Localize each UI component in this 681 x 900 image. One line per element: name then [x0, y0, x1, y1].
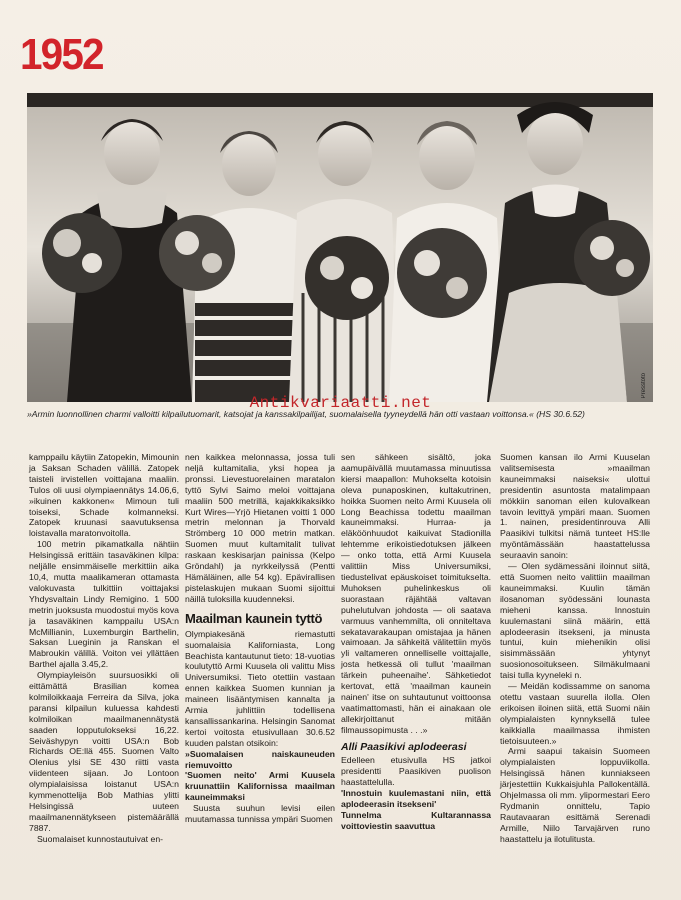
photo-five-women: [27, 93, 653, 402]
photo-caption: »Armin luonnollinen charmi valloitti kilpailutuomarit, katsojat ja kanssakilpailijat, suomalaisella tyyneydellä hän otti vastaan voittonsa.« (HS 30.6.52): [27, 409, 585, 419]
bold-headline-quote: 'Innostuin kuulemastani niin, että aplodeerasin itsekseni': [341, 788, 491, 810]
paragraph: — Meidän kodissamme on sanoma otettu vastaan suurella ilolla. Olen erikoisen iloinen siitä, että Suomi näin olympialaisten kynnyksellä tulee kaikkialla maailmassa ihmisten tietoisuuteen.»: [500, 681, 650, 746]
paragraph: 100 metrin pikamatkalla nähtiin Helsingissä erittäin tasaväkinen kilpa: neljälle ensimmäiselle merkittiin aika 10,4, mutta maalikameran ottamasta valokuvasta tulkittiin voittajaksi Yhdysvaltain Lindy Remigino. 1 500 metrin juoksusta muodostui myös kova ja tasaväkinen kamppailu USA:n McMillianin, Luxemburgin Barthelin, Saksan Lueginin ja Ranskan el Mabroukin välillä. Voiton vei yllättäen Barthel ajalla 3.45,2.: [29, 539, 179, 670]
paragraph: — Olen sydämessäni iloinnut siitä, että Suomen neito valittiin maailman kauneimmaksi. Kuulin tämän ilosanoman syödessäni lounasta mieheni kanssa. Innostuin kuulemastani siinä määrin, että aplodeerasin itsekseni, ja minusta tuntui, kuin miehenikin olisi sisimmässään yhtynyt suosionosoitukseen. Silmäkulmaani taisi tulla kyyneleki n.: [500, 561, 650, 681]
text-column-2: [185, 452, 335, 825]
bold-headline-quote: Tunnelma Kultarannassa voittoviestin saavuttua: [341, 810, 491, 831]
paragraph: Olympiakesänä riemastutti suomalaisia Kaliforniasta, Long Beachista kantautunut tieto: 18-vuotias koulutyttö Armi Kuusela oli valittu Miss Universumiksi. Tieto otettiin vastaan ennen kaikkea Suomen kunnian ja maineen lisääntymisen kannalta ja Armia juhlittiin todellisena kansallissankarina. Helsingin Sanomat kertoi voitosta etusivullaan 30.6.52 kuuden palstan otsikoin:: [185, 628, 335, 748]
text-column-4: [500, 452, 650, 845]
photo-illustration: [27, 93, 653, 402]
watermark-text: Antikvariaatti.net: [249, 394, 432, 412]
paragraph: kamppailu käytiin Zatopekin, Mimounin ja Saksan Schaden välillä. Zatopek taisteli irvistellen voittajana maaliin. Tulos oli uusi olympiaennätys 14.06,6, »ikuinen kakkonen« Mimoun tuli toiseksi, Schade kolmanneksi. Zatopek kruunasi saavutuksensa loistavalla maratonvoitolla.: [29, 452, 179, 539]
text-column-3: [341, 452, 491, 832]
bold-headline-quote: 'Suomen neito' Armi Kuusela kruunattiin Kalifornissa maailman kauneimmaksi: [185, 770, 335, 803]
paragraph: Suomen kansan ilo Armi Kuuselan valitsemisesta »maailman kauneimmaksi naiseksi« ulottui presidentin asuntosta matalimpaan mökkiin sanoman eilen kulovalkean tavoin levittyä ympäri maan. Suomen 1. nainen, presidentinrouva Alli Paasikivi tulkitsi nämä tunteet HS:lle myöntämässään haastattelussa seuraavin sanoin:: [500, 452, 650, 561]
paragraph: Suusta suuhun levisi eilen muutamassa tunnissa ympäri Suomen: [185, 803, 335, 825]
paragraph: nen kaikkea melonnassa, jossa tuli neljä kultamitalia, yksi hopea ja pronssi. Lievestuorelainen maratalon tyttö Sylvi Saimo meloi voittajana maaliin 500 metrillä, kajakkikaksikko Kurt Wires—Yrjö Hietanen voitti 1 000 metrin melonnan ja Thorvald Strömberg 10 000 metrin matkan. Suomen muut kultamitalit tulivat raskaan keskisarjan painissa (Kelpo Gröndahl) ja nyrkkeilyssä (Pentti Hämäläinen, alle 54 kg). Epävirallisen pistelaskujen mukaan Suomi sijoittui näillä tuloksilla kuudenneksi.: [185, 452, 335, 604]
paragraph: Olympiayleisön suursuosikki oli eittämättä Brasilian komea kolmiloikkaaja Ferreira da Silva, joka paransi kilpailun kuluessa kahdesti kolmiloikan maailmanennätystä saaden lopputulokseksi 16,22. Seiväshypyn voitti USA:n Bob Richards OE:llä 455. Suomen Valto Olenius ylsi SE 430 riitti vasta viidenteen sijaan. Jo Lontoon olympialaisissa loistanut USA:n kymmenottelija Bob Mathias ylitti Helsingissä uuteen maailmanennätykseen pistemäärällä 7887.: [29, 670, 179, 833]
year-heading: 1952: [20, 30, 103, 79]
bold-headline-quote: »Suomalaisen naiskauneuden riemuvoitto: [185, 748, 335, 770]
paragraph: Armi saapui takaisin Suomeen olympialaisten loppuviikolla. Helsingissä hänen kunniakseen järjestettiin Kukkaisjuhla Pallokentällä. Ohjelmassa oli mm. ylipormestari Eero Rydmanin onnittelu, Tapio Rautavaaran esittämä Serenadi Armille, Niilo Tarvajärven runo haastattelu ja ilotulitusta.: [500, 746, 650, 844]
section-heading: Maailman kaunein tyttö: [185, 610, 323, 626]
text-column-1: [29, 452, 179, 845]
subsection-heading: Alli Paasikivi aplodeerasi: [341, 740, 467, 753]
paragraph: Suomalaiset kunnostautuivat en-: [37, 833, 164, 844]
photo-credit: Presstoto: [641, 372, 647, 398]
paragraph: sen sähkeen sisältö, joka aamupäivällä muutamassa minuutissa kiersi maapallon: Muhokselta kotoisin oleva punaposkinen, kultakutrinen, hoikka Suomen neito Armi Kuusela oli Long Beachissa todettu maailman kauneimmaksi. Hurraa- ja eläköönhuudot kaikuivat Stadionilla lehtemme erikoistiedotuksen jälkeen — onko totta, että Armi Kuusela valittiin Miss Universumiksi, tiedustelivat epäuskoiset toimitukselta. Muhoksen puhelinkeskus oli suorastaan räjähtää valtavan puhelutulvan johdosta — oli saatava varmuus vanhemmilta, oli onniteltava sekatavarakaupan omistajaa ja hänen vaimoaan. Ja sähkeitä välitettiin myös yli valtameren onnelliselle voittajalle, josta hetkessä oli tullut 'maailman tärkein puheenaihe'. Sähketiedot kertovat, että 'maailman kaunein nainen' itse on suhtautunut voittoonsa vaatimattomasti, hän ei ainakaan ole allekirjoittanut mitään filmaussopimusta . . .»: [341, 452, 491, 735]
paragraph: Edelleen etusivulla HS jatkoi presidentti Paasikiven puolison haastattelulla.: [341, 755, 491, 788]
